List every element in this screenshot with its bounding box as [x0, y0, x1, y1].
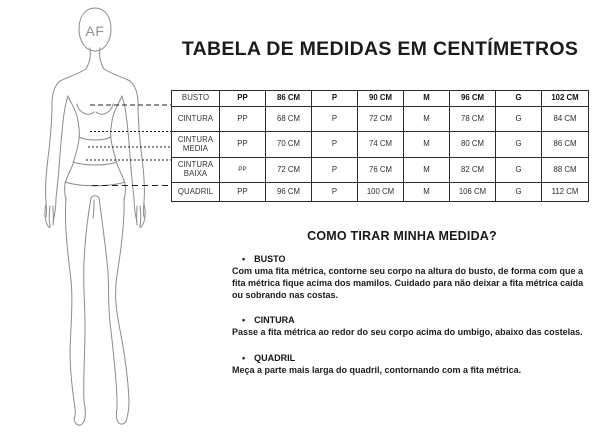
table-cell: 82 CM [450, 158, 496, 183]
table-cell: M [404, 183, 450, 201]
table-cell: PP [220, 107, 266, 132]
table-cell: 74 CM [358, 132, 404, 158]
table-cell: P [312, 132, 358, 158]
table-cell: 80 CM [450, 132, 496, 158]
guide-item-title: CINTURA [254, 315, 295, 326]
table-cell: M [404, 107, 450, 132]
guide-item-text: Passe a fita métrica ao redor do seu corpo acima do umbigo, abaixo das costelas. [232, 327, 583, 338]
table-cell: M [404, 158, 450, 183]
table-cell: PP [220, 183, 266, 201]
guide-item-quadril [232, 353, 600, 377]
table-cell-label: QUADRIL [172, 183, 220, 201]
guide-item-title: QUADRIL [254, 353, 296, 364]
measurements-table [171, 90, 589, 202]
table-cell: 96 CM [450, 91, 496, 107]
table-cell: 76 CM [358, 158, 404, 183]
table-cell: G [496, 91, 542, 107]
table-cell-label: BUSTO [172, 91, 220, 107]
table-cell: G [496, 132, 542, 158]
table-cell: P [312, 107, 358, 132]
page-title: TABELA DE MEDIDAS EM CENTÍMETROS [181, 38, 579, 60]
table-cell: 84 CM [542, 107, 588, 132]
figure-waist-line [79, 137, 111, 140]
guide-item-label [242, 315, 600, 325]
table-cell: P [312, 183, 358, 201]
table-cell: 100 CM [358, 183, 404, 201]
table-cell: PP [220, 158, 266, 183]
table-row-cintura [172, 107, 588, 132]
bullet-icon: • [242, 253, 246, 264]
table-cell: 112 CM [551, 186, 579, 196]
table-row-busto [172, 91, 588, 107]
table-row-cintura-baixa [172, 158, 588, 183]
table-cell: 102 CM [542, 91, 588, 107]
table-row-quadril [172, 183, 588, 201]
guide-item-busto [232, 254, 600, 301]
guide-item-cintura [232, 315, 600, 339]
table-cell: M [404, 91, 450, 107]
table-cell: 86 CM [266, 91, 312, 107]
table-cell: G [496, 183, 542, 201]
brand-monogram: AF [85, 23, 105, 39]
table-cell: P [312, 158, 358, 183]
table-cell: 68 CM [266, 107, 312, 132]
guide-item-text: Com uma fita métrica, contorne seu corpo na altura do busto, de forma com que a fita métrica fique acima dos mamilos. Cuidado para não deixar a fita métrica caída ou sobrando nas costas. [232, 266, 584, 300]
bullet-icon: • [242, 352, 246, 363]
table-cell: 88 CM [542, 158, 588, 183]
table-cell: 90 CM [358, 91, 404, 107]
table-row-cintura-media [172, 132, 588, 158]
guide-item-label [242, 353, 600, 363]
table-cell-label: CINTURA MEDIA [172, 132, 220, 158]
measuring-guide [204, 229, 600, 391]
guide-item-label [242, 254, 600, 264]
table-cell-label: CINTURA BAIXA [172, 158, 220, 183]
bullet-icon: • [242, 314, 246, 325]
table-cell: PP [220, 91, 266, 107]
table-cell: M [404, 132, 450, 158]
table-cell: PP [220, 132, 266, 158]
table-cell-label: CINTURA [172, 107, 220, 132]
table-cell: 86 CM [542, 132, 588, 158]
table-cell: 72 CM [358, 107, 404, 132]
guide-heading: COMO TIRAR MINHA MEDIDA? [307, 229, 497, 243]
guide-items [204, 254, 600, 377]
table-cell: 70 CM [266, 132, 312, 158]
figure-lowwaist-line [73, 162, 117, 165]
table-cell: G [496, 158, 542, 183]
table-cell: 78 CM [450, 107, 496, 132]
table-cell: 106 CM [450, 183, 496, 201]
guide-item-title: BUSTO [254, 254, 286, 264]
table-cell: G [496, 107, 542, 132]
figure-right-foot [116, 408, 127, 424]
table-cell: 72 CM [266, 158, 312, 183]
guide-item-text: Meça a parte mais larga do quadril, contornando com a fita métrica. [232, 365, 522, 376]
table-cell: P [312, 91, 358, 107]
table-cell: 96 CM [266, 183, 312, 201]
